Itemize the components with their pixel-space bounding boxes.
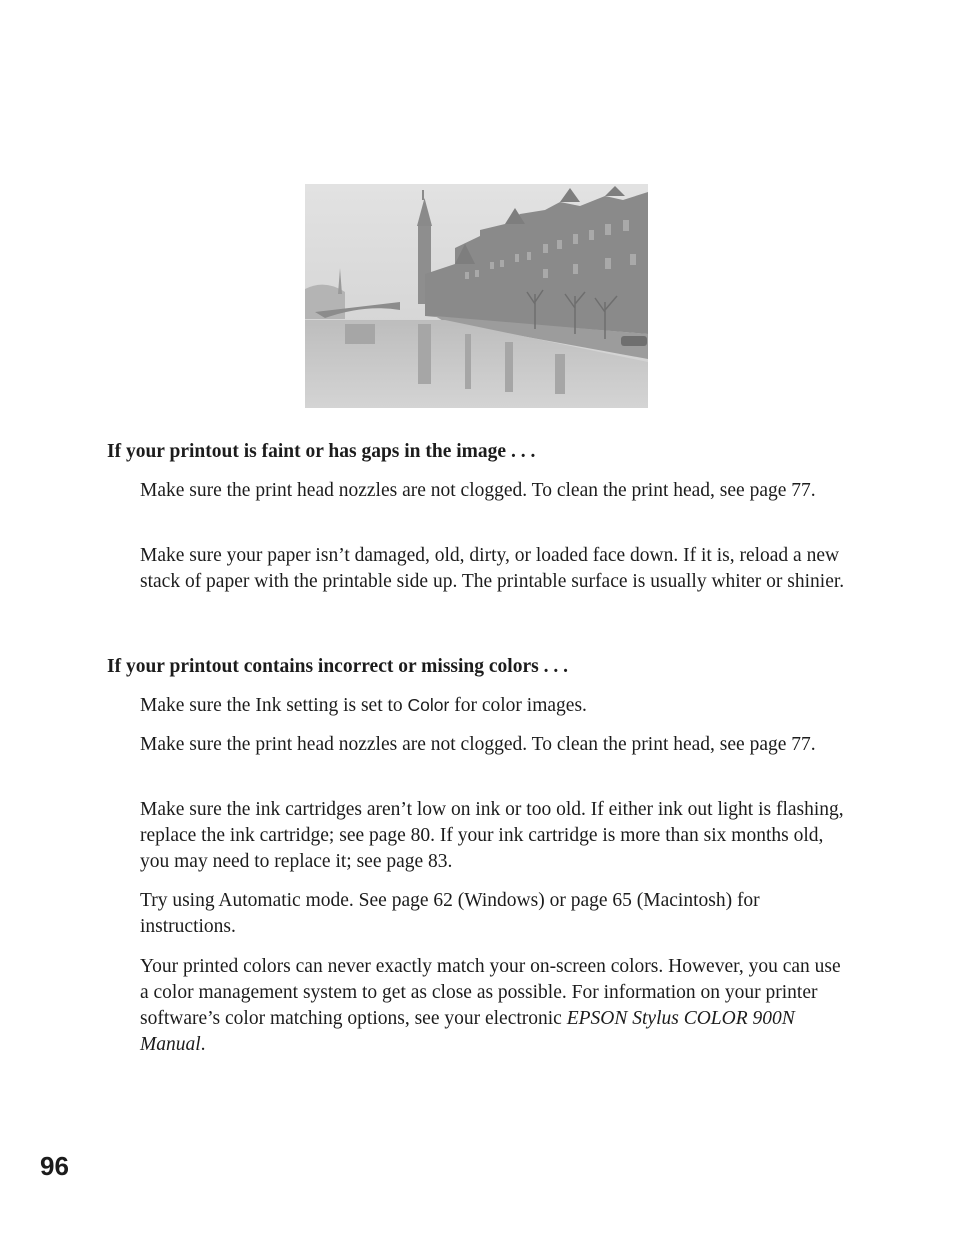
paragraph: Try using Automatic mode. See page 62 (Windows) or page 65 (Macintosh) for instructions. (140, 890, 760, 937)
paragraph: Make sure the print head nozzles are not clogged. To clean the print head, see page 77. (140, 734, 816, 755)
text: for color images. (449, 695, 587, 716)
page-number: 96 (40, 1151, 69, 1181)
section-heading-faint: If your printout is faint or has gaps in the image . . . (107, 441, 536, 462)
text: Your printed colors can never exactly match your on-screen colors. However, you can use a color management system to get as close as possible. For information on your printer software’s color matching options, see your electronic (140, 956, 841, 1029)
paragraph: Make sure the print head nozzles are not clogged. To clean the print head, see page 77. (140, 480, 816, 501)
text: Make sure the Ink setting is set to (140, 695, 408, 716)
ink-setting-name: Color (407, 695, 450, 715)
paragraph (140, 692, 846, 719)
text: . (200, 1034, 206, 1055)
paragraph: Make sure the ink cartridges aren’t low on ink or too old. If either ink out light is flashing, replace the ink cartridge; see page 80. If your ink cartridge is more than six months old, you may need to replace it; see page 83. (140, 799, 844, 872)
paragraph: Make sure your paper isn’t damaged, old, dirty, or loaded face down. If it is, reload a new stack of paper with the printable side up. The printable surface is usually whiter or shinier. (140, 545, 845, 592)
paragraph (140, 954, 846, 1058)
section-heading-colors: If your printout contains incorrect or missing colors . . . (107, 656, 568, 677)
canal-city-photo (305, 184, 648, 408)
manual-title: EPSON Stylus COLOR 900N Manual (140, 1008, 795, 1055)
